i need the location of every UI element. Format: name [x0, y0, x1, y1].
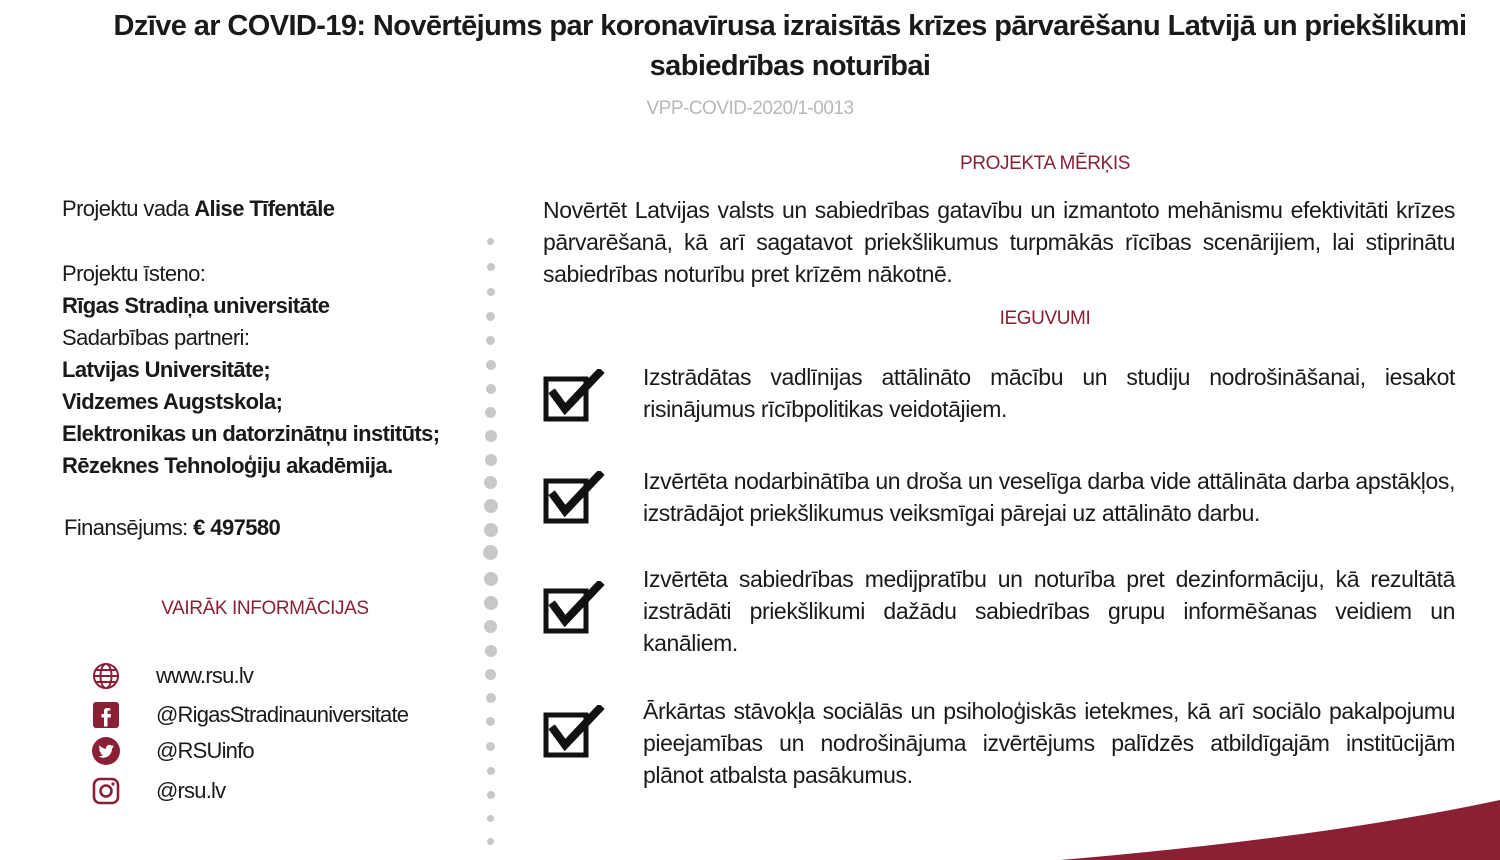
facebook-icon [90, 699, 122, 731]
goal-heading: PROJEKTA MĒRĶIS [960, 153, 1130, 174]
partner-item: Latvijas Universitāte; [62, 357, 271, 382]
partners-label: Sadarbības partneri: [62, 325, 250, 350]
funding-value: € 497580 [193, 515, 281, 540]
checkbox-checked-icon [543, 369, 605, 425]
project-lead-name: Alise Tīfentāle [194, 196, 335, 221]
decorative-wave [1060, 790, 1500, 860]
instagram-link[interactable]: @rsu.lv [156, 778, 226, 803]
results-heading: IEGUVUMI [999, 308, 1091, 329]
checkbox-checked-icon [543, 705, 605, 761]
facebook-link[interactable]: @RigasStradinauniversitate [156, 702, 409, 727]
contact-instagram[interactable] [90, 773, 226, 809]
twitter-link[interactable]: @RSUinfo [156, 738, 254, 763]
contact-twitter[interactable] [90, 733, 254, 769]
partner-item: Vidzemes Augstskola; [62, 389, 283, 414]
result-text: Izvērtēta nodarbinātība un droša un veselīga darba vide attālināta darba apstākļos, izstrādājot priekšlikumus veiksmīgai pārejai uz attālināto darbu. [643, 468, 1455, 526]
instagram-icon [90, 775, 122, 807]
dotted-divider [483, 238, 497, 860]
funding [64, 512, 280, 544]
contact-facebook[interactable] [90, 697, 409, 733]
contact-website[interactable] [90, 658, 254, 694]
checkbox-checked-icon [543, 581, 605, 637]
project-code: VPP-COVID-2020/1-0013 [646, 98, 854, 119]
website-link[interactable]: www.rsu.lv [156, 663, 254, 688]
project-lead-label: Projektu vada [62, 196, 195, 221]
result-text: Izvērtēta sabiedrības medijpratību un noturība pret dezinformāciju, kā rezultātā izstrādāti priekšlikumi dažādu sabiedrības grupu informēšanas veidiem un kanāliem. [643, 566, 1455, 656]
result-text: Izstrādātas vadlīnijas attālināto mācību un studiju nodrošināšanai, iesakot risinājumus rīcībpolitikas veidotājiem. [643, 364, 1455, 422]
implementer-label: Projektu īsteno: [62, 261, 206, 286]
goal-text: Novērtēt Latvijas valsts un sabiedrības gatavību un izmantoto mehānismu efektivitāti krīzes pārvarēšanā, kā arī sagatavot priekšlikumus turpmākās rīcības scenārijiem, lai stiprinātu sabiedrības noturību pret krīzēm nākotnē. [543, 197, 1455, 287]
funding-label: Finansējums: [64, 515, 194, 540]
page-title: Dzīve ar COVID-19: Novērtējums par koronavīrusa izraisītās krīzes pārvarēšanu Latvijā un priekšlikumi sabiedrības noturībai [113, 10, 1467, 82]
partner-item: Elektronikas un datorzinātņu institūts; [62, 421, 440, 446]
globe-icon [90, 660, 122, 692]
checkbox-checked-icon [543, 471, 605, 527]
partner-item: Rēzeknes Tehnoloģiju akadēmija. [62, 453, 393, 478]
implementer-name: Rīgas Stradiņa universitāte [62, 293, 330, 318]
result-text: Ārkārtas stāvokļa sociālās un psiholoģiskās ietekmes, kā arī sociālo pakalpojumu pieejamības un nodrošinājuma izvērtējums palīdzēs atbildīgajām institūcijām plānot atbalsta pasākumus. [643, 698, 1455, 788]
project-lead [62, 193, 334, 225]
twitter-icon [90, 735, 122, 767]
more-info-heading: VAIRĀK INFORMĀCIJAS [161, 598, 369, 619]
